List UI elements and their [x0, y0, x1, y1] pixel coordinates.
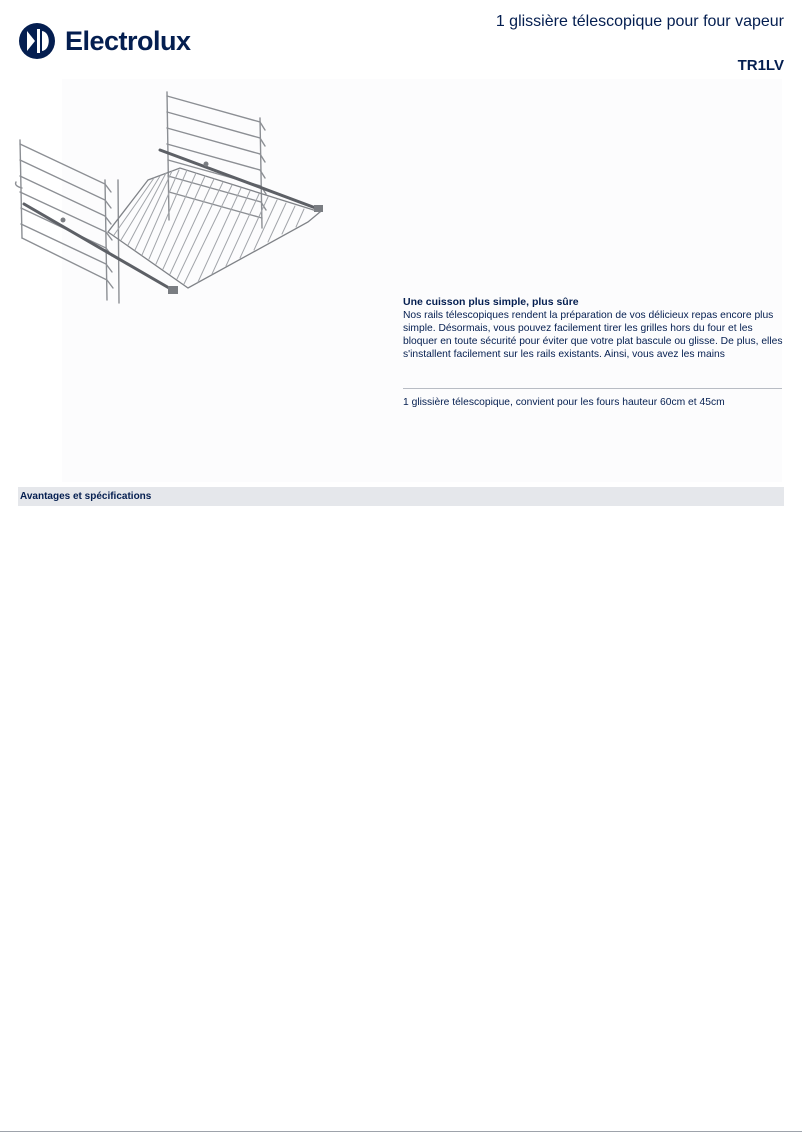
description-block [403, 296, 783, 361]
telescopic-rail-icon [8, 88, 343, 313]
brand-logo [18, 22, 191, 60]
description-heading: Une cuisson plus simple, plus sûre [403, 296, 579, 308]
product-code: TR1LV [737, 57, 784, 74]
electrolux-logo-icon [18, 22, 56, 60]
feature-item: 1 glissière télescopique, convient pour les fours hauteur 60cm et 45cm [403, 397, 725, 408]
footer-divider [0, 1131, 802, 1132]
description-body: Nos rails télescopiques rendent la préparation de vos délicieux repas encore plus simple. Désormais, vous pouvez facilement tirer les grilles hors du four et les bloquer en toute sécurité pour éviter que votre plat bascule ou glisse. De plus, elles s'installent facilement sur les rails existants. Ainsi, vous avez les mains [403, 310, 783, 360]
divider [403, 388, 782, 389]
page-title: 1 glissière télescopique pour four vapeur [495, 13, 784, 30]
section-header-benefits: Avantages et spécifications [18, 487, 784, 506]
brand-name: Electrolux [65, 26, 191, 56]
